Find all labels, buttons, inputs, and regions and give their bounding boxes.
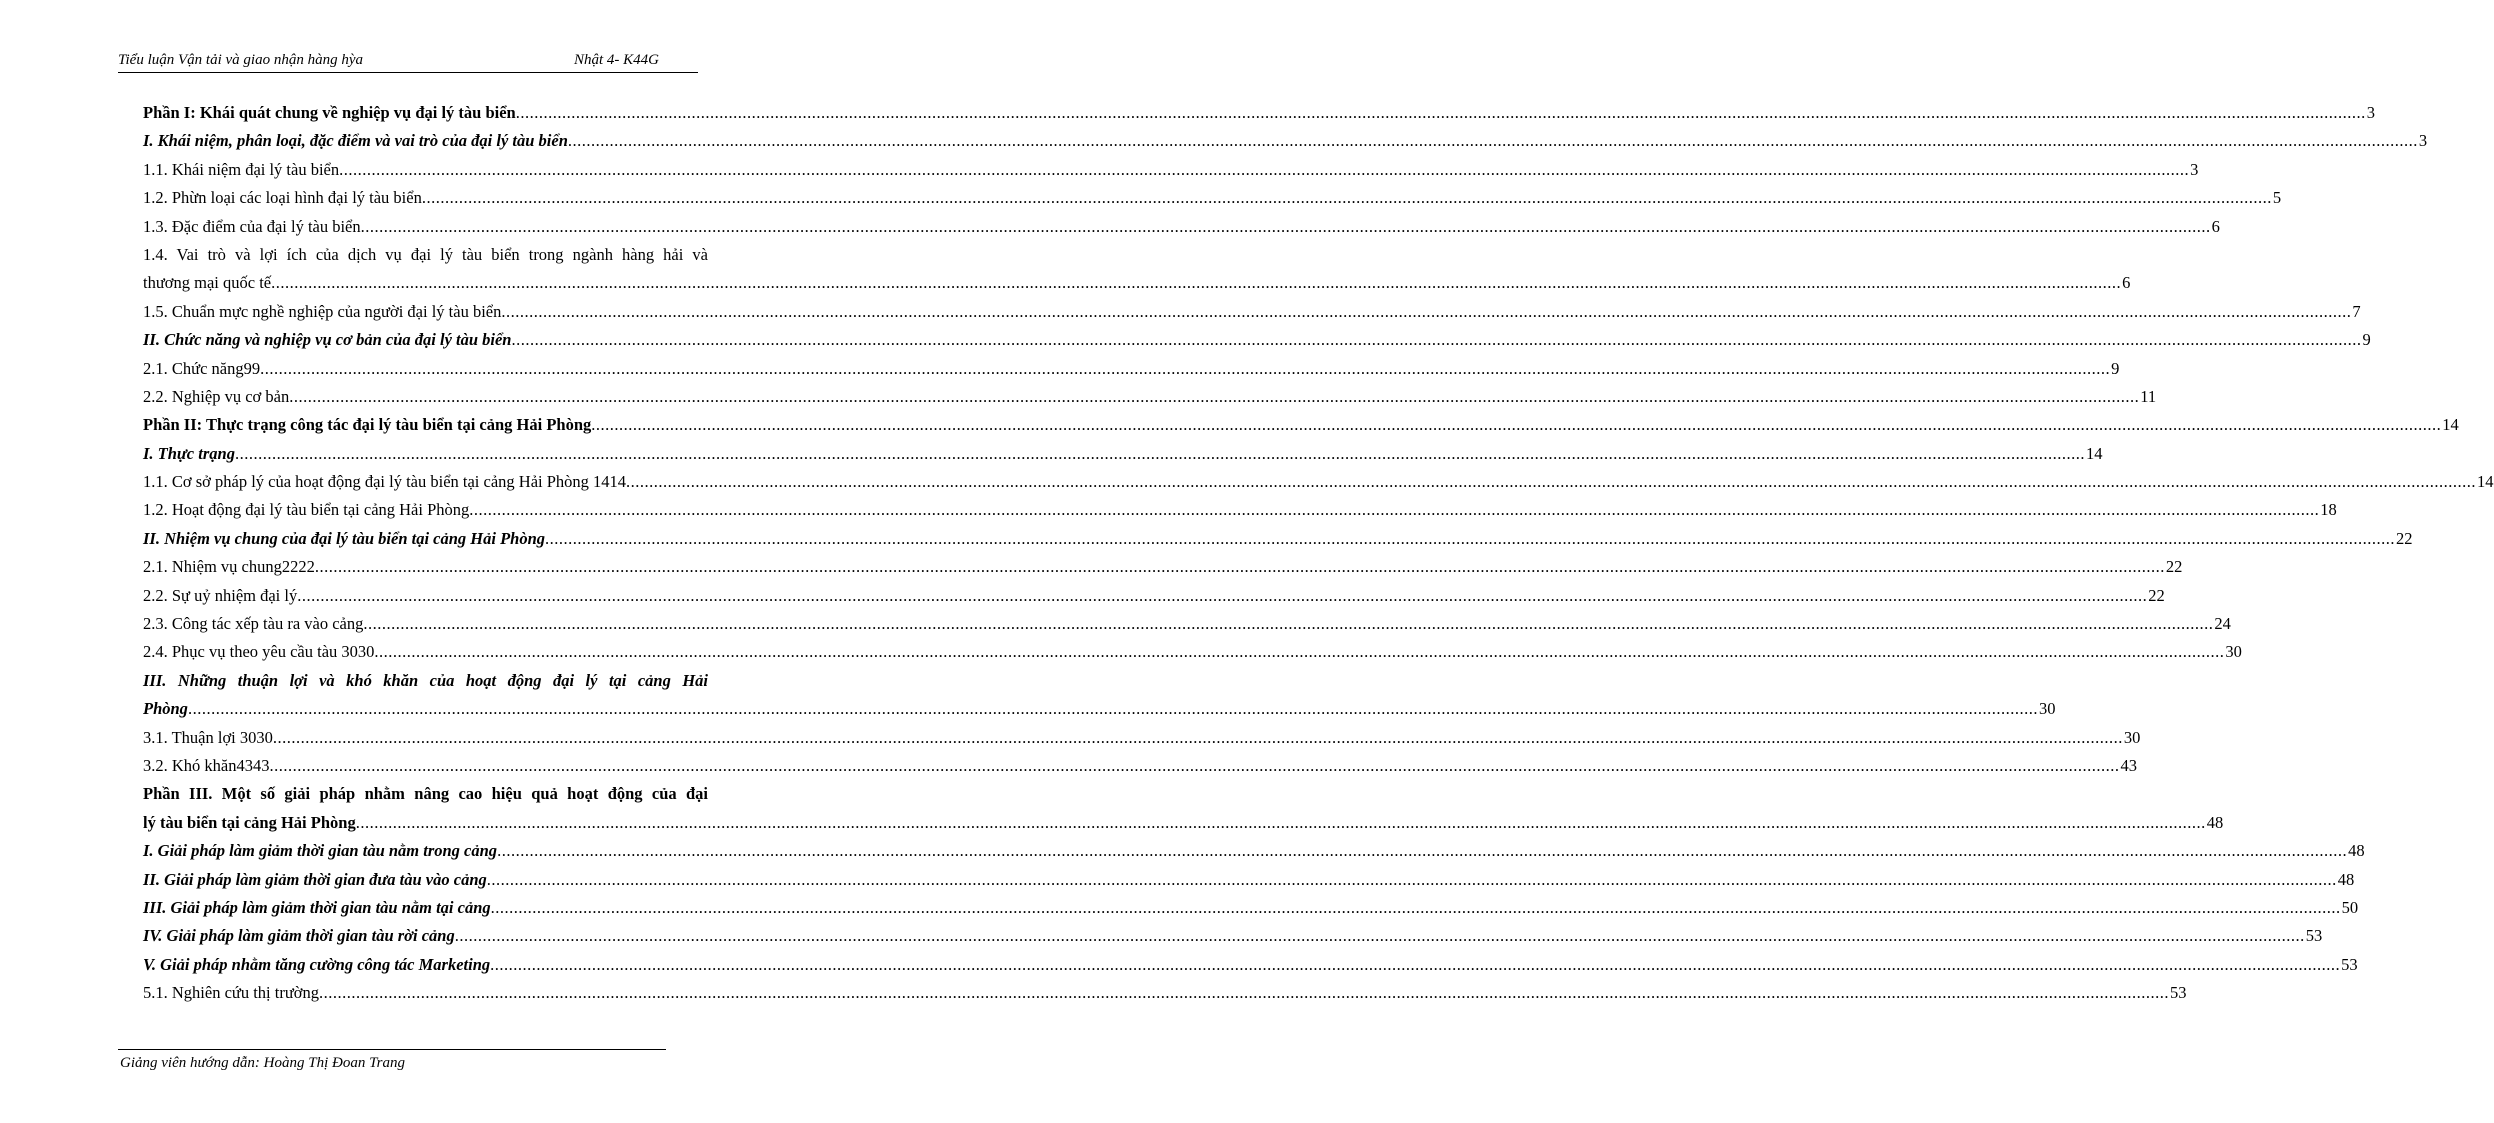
toc-page-number: 48 [2337, 869, 2355, 889]
toc-dot-leader: ................................................................................................................................................................................................................................................................................................................................................................................................................ [490, 954, 2341, 974]
toc-entry-title: thương mại quốc tế [143, 273, 272, 293]
toc-entry-title: I. Thực trạng [143, 443, 235, 463]
toc-dot-leader: ................................................................................................................................................................................................................................................................................................................................................................................................................ [187, 699, 2038, 719]
toc-dot-leader: ................................................................................................................................................................................................................................................................................................................................................................................................................ [234, 443, 2085, 463]
toc-entry[interactable] [143, 298, 2361, 326]
toc-entry[interactable] [143, 667, 2056, 724]
table-of-contents [143, 99, 2494, 1008]
toc-page-number: 11 [2140, 386, 2157, 406]
toc-entry-title: V. Giải pháp nhằm tăng cường công tác Marketing [143, 954, 491, 974]
toc-page-number: 48 [2206, 812, 2224, 832]
toc-dot-leader: ................................................................................................................................................................................................................................................................................................................................................................................................................ [374, 642, 2225, 662]
toc-page-number: 30 [2038, 699, 2056, 719]
toc-dot-leader: ................................................................................................................................................................................................................................................................................................................................................................................................................ [289, 386, 2140, 406]
toc-entry-title: 1.1. Khái niệm đại lý tàu biển [143, 159, 340, 179]
toc-page-number: 48 [2348, 841, 2365, 861]
toc-dot-leader: ................................................................................................................................................................................................................................................................................................................................................................................................................ [626, 472, 2477, 492]
toc-entry-title: Phần I: Khái quát chung về nghiệp vụ đại lý tàu biển [143, 103, 516, 122]
toc-entry[interactable] [143, 241, 2131, 298]
toc-entry[interactable] [143, 866, 2355, 894]
toc-page-number: 5 [2272, 188, 2282, 208]
toc-entry-title: 1.3. Đặc điểm của đại lý tàu biển [143, 216, 361, 236]
toc-entry[interactable] [143, 184, 2282, 212]
toc-page-number: 53 [2305, 926, 2323, 946]
toc-dot-leader: ................................................................................................................................................................................................................................................................................................................................................................................................................ [490, 897, 2341, 917]
toc-entry[interactable] [143, 610, 2231, 638]
toc-entry[interactable] [143, 496, 2337, 524]
toc-entry-title: 1.2. Phừn loại các loại hình đại lý tàu biển [143, 188, 422, 208]
toc-dot-leader: ................................................................................................................................................................................................................................................................................................................................................................................................................ [497, 841, 2348, 861]
toc-entry[interactable] [143, 780, 2224, 837]
toc-entry[interactable] [143, 156, 2199, 184]
header-title: Tiểu luận Vận tải và giao nhận hàng hỳa [118, 52, 363, 68]
toc-page-number: 3 [2366, 103, 2375, 122]
toc-page-number: 22 [2148, 585, 2165, 605]
toc-entry-title: III. Giải pháp làm giảm thời gian tàu nằm tại cảng [143, 897, 491, 917]
toc-dot-leader: ................................................................................................................................................................................................................................................................................................................................................................................................................ [269, 756, 2120, 776]
toc-entry-title: 3.1. Thuận lợi 3030 [143, 727, 273, 747]
toc-entry[interactable] [143, 326, 2371, 354]
toc-entry[interactable] [143, 638, 2242, 666]
page-header [118, 52, 698, 72]
toc-entry[interactable] [143, 951, 2358, 979]
toc-page-number: 22 [2396, 528, 2413, 548]
toc-dot-leader: ................................................................................................................................................................................................................................................................................................................................................................................................................ [511, 330, 2362, 350]
toc-dot-leader: ................................................................................................................................................................................................................................................................................................................................................................................................................ [469, 500, 2320, 520]
toc-entry-title: Phòng [143, 699, 188, 719]
toc-page-number: 30 [2123, 727, 2141, 747]
toc-entry[interactable] [143, 724, 2141, 752]
toc-entry-title: IV. Giải pháp làm giảm thời gian tàu rời cảng [143, 926, 455, 946]
toc-page-number: 14 [2442, 415, 2459, 435]
toc-dot-leader: ................................................................................................................................................................................................................................................................................................................................................................................................................ [501, 301, 2352, 321]
header-divider [118, 72, 698, 73]
toc-entry[interactable] [143, 894, 2359, 922]
toc-entry-title: 2.2. Sự uỷ nhiệm đại lý [143, 585, 298, 605]
toc-entry-title: Phần II: Thực trạng công tác đại lý tàu biển tại cảng Hải Phòng [143, 415, 592, 435]
toc-entry-title: II. Giải pháp làm giảm thời gian đưa tàu vào cảng [143, 869, 487, 889]
toc-dot-leader: ................................................................................................................................................................................................................................................................................................................................................................................................................ [271, 273, 2122, 293]
toc-entry-title-line: 1.4. Vai trò và lợi ích của dịch vụ đại lý tàu biển trong ngành hàng hải và [143, 244, 708, 264]
toc-dot-leader: ................................................................................................................................................................................................................................................................................................................................................................................................................ [314, 557, 2165, 577]
toc-entry-title: I. Giải pháp làm giảm thời gian tàu nằm trong cảng [143, 841, 498, 861]
toc-entry-title: 1.5. Chuẩn mực nghề nghiệp của người đại lý tàu biển [143, 301, 502, 321]
toc-entry[interactable] [143, 979, 2187, 1007]
toc-page-number: 3 [2418, 131, 2428, 151]
toc-entry-title: II. Nhiệm vụ chung của đại lý tàu biển tại cảng Hải Phòng [143, 528, 546, 548]
toc-dot-leader: ................................................................................................................................................................................................................................................................................................................................................................................................................ [319, 983, 2170, 1003]
toc-entry[interactable] [143, 355, 2120, 383]
toc-page-number: 9 [2362, 330, 2371, 350]
toc-dot-leader: ................................................................................................................................................................................................................................................................................................................................................................................................................ [360, 216, 2211, 236]
toc-page-number: 24 [2214, 614, 2231, 634]
toc-dot-leader: ................................................................................................................................................................................................................................................................................................................................................................................................................ [545, 528, 2396, 548]
toc-entry[interactable] [143, 752, 2137, 780]
toc-entry-title: 2.4. Phục vụ theo yêu cầu tàu 3030 [143, 642, 375, 662]
toc-page-number: 9 [2111, 358, 2120, 378]
toc-page-number: 30 [2225, 642, 2242, 662]
toc-dot-leader: ................................................................................................................................................................................................................................................................................................................................................................................................................ [591, 415, 2442, 435]
toc-entry[interactable] [143, 99, 2375, 127]
toc-page-number: 43 [2120, 756, 2137, 776]
header-author: Nhật 4- K44G [574, 52, 660, 68]
toc-dot-leader: ................................................................................................................................................................................................................................................................................................................................................................................................................ [363, 614, 2214, 634]
toc-page-number: 53 [2341, 954, 2358, 974]
toc-dot-leader: ................................................................................................................................................................................................................................................................................................................................................................................................................ [260, 358, 2111, 378]
toc-page-number: 53 [2170, 983, 2187, 1003]
toc-dot-leader: ................................................................................................................................................................................................................................................................................................................................................................................................................ [567, 131, 2418, 151]
footer-divider [118, 1049, 666, 1050]
toc-page-number: 18 [2320, 500, 2337, 520]
toc-dot-leader: ................................................................................................................................................................................................................................................................................................................................................................................................................ [486, 869, 2337, 889]
toc-entry-title: 3.2. Khó khăn4343 [143, 756, 270, 776]
toc-entry-title: 2.1. Chức năng99 [143, 358, 261, 378]
toc-entry[interactable] [143, 553, 2183, 581]
toc-entry[interactable] [143, 525, 2413, 553]
toc-entry[interactable] [143, 922, 2323, 950]
toc-entry[interactable] [143, 127, 2428, 155]
toc-page-number: 7 [2352, 301, 2361, 321]
toc-entry[interactable] [143, 411, 2459, 439]
toc-entry[interactable] [143, 468, 2494, 496]
toc-entry-title: 2.1. Nhiệm vụ chung2222 [143, 557, 315, 577]
toc-entry-title-line: Phần III. Một số giải pháp nhằm nâng cao hiệu quả hoạt động của đại [143, 784, 708, 804]
toc-page-number: 14 [2085, 443, 2103, 463]
toc-entry-title: 5.1. Nghiên cứu thị trường [143, 983, 320, 1003]
toc-entry[interactable] [143, 582, 2165, 610]
toc-dot-leader: ................................................................................................................................................................................................................................................................................................................................................................................................................ [515, 103, 2366, 122]
toc-entry[interactable] [143, 837, 2365, 865]
toc-dot-leader: ................................................................................................................................................................................................................................................................................................................................................................................................................ [339, 159, 2190, 179]
toc-dot-leader: ................................................................................................................................................................................................................................................................................................................................................................................................................ [272, 727, 2123, 747]
toc-entry[interactable] [143, 213, 2220, 241]
toc-entry-title: II. Chức năng và nghiệp vụ cơ bản của đại lý tàu biển [143, 330, 512, 350]
toc-entry-title: lý tàu biển tại cảng Hải Phòng [143, 812, 356, 832]
toc-entry-title-line: III. Những thuận lợi và khó khăn của hoạt động đại lý tại cảng Hải [143, 670, 708, 690]
toc-dot-leader: ................................................................................................................................................................................................................................................................................................................................................................................................................ [297, 585, 2148, 605]
toc-entry-title: 2.2. Nghiệp vụ cơ bản [143, 386, 290, 406]
toc-entry[interactable] [143, 383, 2157, 411]
toc-page-number: 6 [2211, 216, 2220, 236]
toc-page-number: 6 [2122, 273, 2131, 293]
toc-entry-title: 2.3. Công tác xếp tàu ra vào cảng [143, 614, 364, 634]
toc-page-number: 3 [2190, 159, 2199, 179]
toc-entry[interactable] [143, 440, 2103, 468]
toc-entry-title: 1.2. Hoạt động đại lý tàu biển tại cảng Hải Phòng [143, 500, 470, 520]
toc-dot-leader: ................................................................................................................................................................................................................................................................................................................................................................................................................ [421, 188, 2272, 208]
toc-entry-title: I. Khái niệm, phân loại, đặc điểm và vai trò của đại lý tàu biển [143, 131, 568, 151]
toc-dot-leader: ................................................................................................................................................................................................................................................................................................................................................................................................................ [454, 926, 2305, 946]
toc-dot-leader: ................................................................................................................................................................................................................................................................................................................................................................................................................ [355, 812, 2206, 832]
toc-entry-title: 1.1. Cơ sở pháp lý của hoạt động đại lý tàu biển tại cảng Hải Phòng 1414 [143, 472, 627, 492]
toc-page-number: 14 [2477, 472, 2494, 492]
toc-page-number: 22 [2165, 557, 2183, 577]
toc-page-number: 50 [2341, 897, 2359, 917]
footer-supervisor: Giảng viên hướng dẫn: Hoàng Thị Đoan Trang [120, 1055, 405, 1071]
